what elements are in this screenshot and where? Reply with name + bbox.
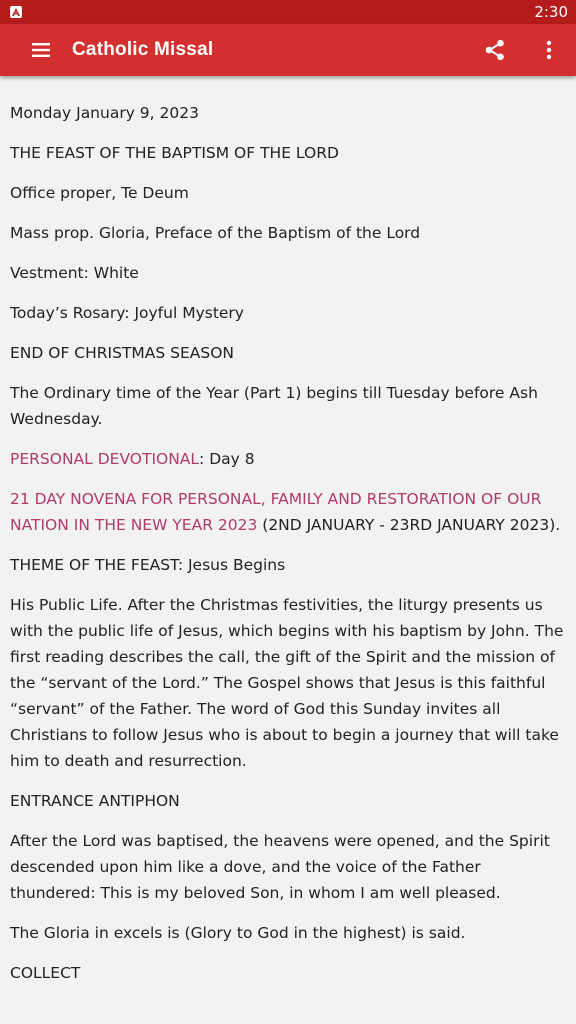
mass-line: Mass prop. Gloria, Preface of the Baptism of the Lord xyxy=(10,224,421,242)
missal-content[interactable] xyxy=(10,100,570,982)
theme-heading: THEME OF THE FEAST: Jesus Begins xyxy=(10,556,286,574)
app-notification-icon xyxy=(10,6,22,18)
app-title: Catholic Missal xyxy=(72,39,214,60)
novena-link[interactable]: 21 DAY NOVENA FOR PERSONAL, FAMILY AND RESTORATION OF OUR NATION IN THE NEW YEAR 2023 xyxy=(10,490,542,534)
novena-line xyxy=(10,486,570,538)
season-end-line: END OF CHRISTMAS SEASON xyxy=(10,344,235,362)
devotional-line xyxy=(10,446,570,472)
devotional-link[interactable]: PERSONAL DEVOTIONAL xyxy=(10,450,200,468)
gloria-note: The Gloria in excels is (Glory to God in the highest) is said. xyxy=(10,924,466,942)
hamburger-menu-icon xyxy=(31,42,51,58)
menu-button[interactable] xyxy=(19,28,63,72)
feast-title: THE FEAST OF THE BAPTISM OF THE LORD xyxy=(10,144,339,162)
letter-a-icon xyxy=(11,7,21,17)
collect-heading: COLLECT xyxy=(10,964,81,982)
app-bar xyxy=(0,24,576,76)
theme-body: His Public Life. After the Christmas festivities, the liturgy presents us with the public life of Jesus, which begins with his baptism by John. The first reading describes the call, the gift of the Spirit and the mission of the “servant of the Lord.” The Gospel shows that Jesus is this faithful “servant” of the Father. The word of God this Sunday invites all Christians to follow Jesus who is about to begin a journey that will take him to death and resurrection. xyxy=(10,596,564,770)
entrance-antiphon-text: After the Lord was baptised, the heavens were opened, and the Spirit descended upon him like a dove, and the voice of the Father thundered: This is my beloved Son, in whom I am well pleased. xyxy=(10,832,550,902)
office-line: Office proper, Te Deum xyxy=(10,184,189,202)
rosary-line: Today’s Rosary: Joyful Mystery xyxy=(10,304,244,322)
devotional-day: : Day 8 xyxy=(199,450,255,468)
share-button[interactable] xyxy=(473,28,517,72)
ordinary-time-line: The Ordinary time of the Year (Part 1) begins till Tuesday before Ash Wednesday. xyxy=(10,384,538,428)
more-vertical-icon xyxy=(546,40,552,60)
status-bar xyxy=(0,0,576,24)
more-options-button[interactable] xyxy=(527,28,571,72)
vestment-line: Vestment: White xyxy=(10,264,139,282)
status-time: 2:30 xyxy=(534,3,568,21)
share-icon xyxy=(484,39,506,61)
entrance-antiphon-heading: ENTRANCE ANTIPHON xyxy=(10,792,180,810)
date-line: Monday January 9, 2023 xyxy=(10,104,199,122)
novena-dates: (2ND JANUARY - 23RD JANUARY 2023). xyxy=(257,516,561,534)
